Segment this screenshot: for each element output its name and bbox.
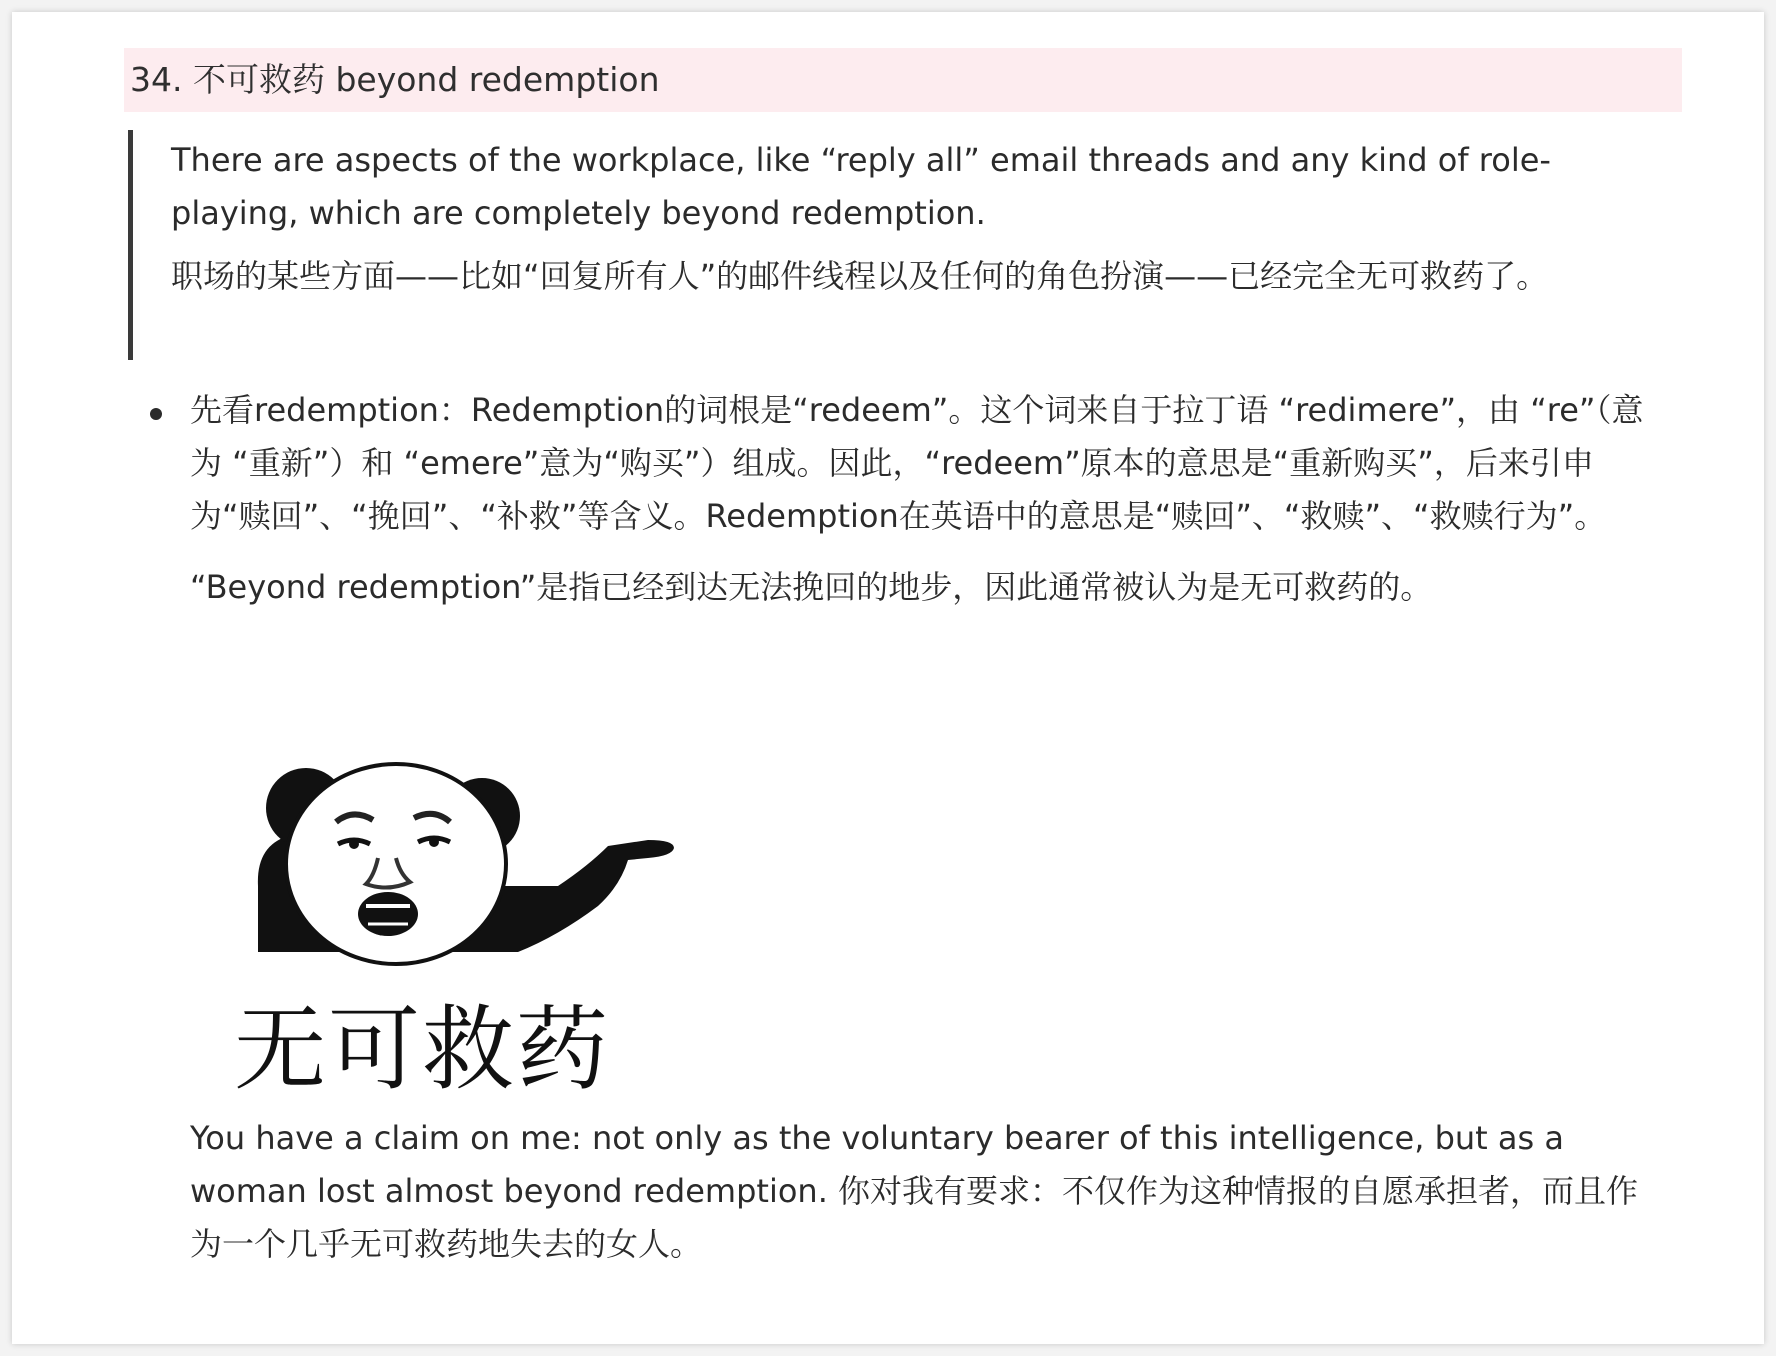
quote-english: There are aspects of the workplace, like “reply all” email threads and any kind of role-playing, which are completely beyond redemption. [171, 141, 1551, 232]
meme-image [228, 736, 728, 1103]
list-item [190, 384, 1660, 614]
example-sentence [190, 1112, 1670, 1271]
etymology-paragraph: 先看redemption：Redemption的词根是“redeem”。这个词来自于拉丁语 “redimere”，由 “re”（意为 “重新”）和 “emere”意为“购买”）组成。因此，“redeem”原本的意思是“重新购买”，后来引申为“赎回”、“挽回”、“补救”等含义。Redemption在英语中的意思是“赎回”、“救赎”、“救赎行为”。 [190, 391, 1644, 535]
bullet-dot-icon [150, 408, 162, 420]
quote-chinese: 职场的某些方面——比如“回复所有人”的邮件线程以及任何的角色扮演——已经完全无可救药了。 [171, 257, 1549, 295]
example-blockquote [128, 130, 1648, 360]
meaning-paragraph: “Beyond redemption”是指已经到达无法挽回的地步，因此通常被认为是无可救药的。 [190, 568, 1433, 606]
panda-pointing-icon [228, 736, 708, 986]
example-text: You have a claim on me: not only as the voluntary bearer of this intelligence, but as a woman lost almost beyond redemption. 你对我有要求：不仅作为这种情报的自愿承担者，而且作为一个几乎无可救药地失去的女人。 [190, 1119, 1639, 1263]
meme-caption: 无可救药 [234, 996, 611, 1103]
section-heading: 34. 不可救药 beyond redemption [124, 48, 1682, 112]
